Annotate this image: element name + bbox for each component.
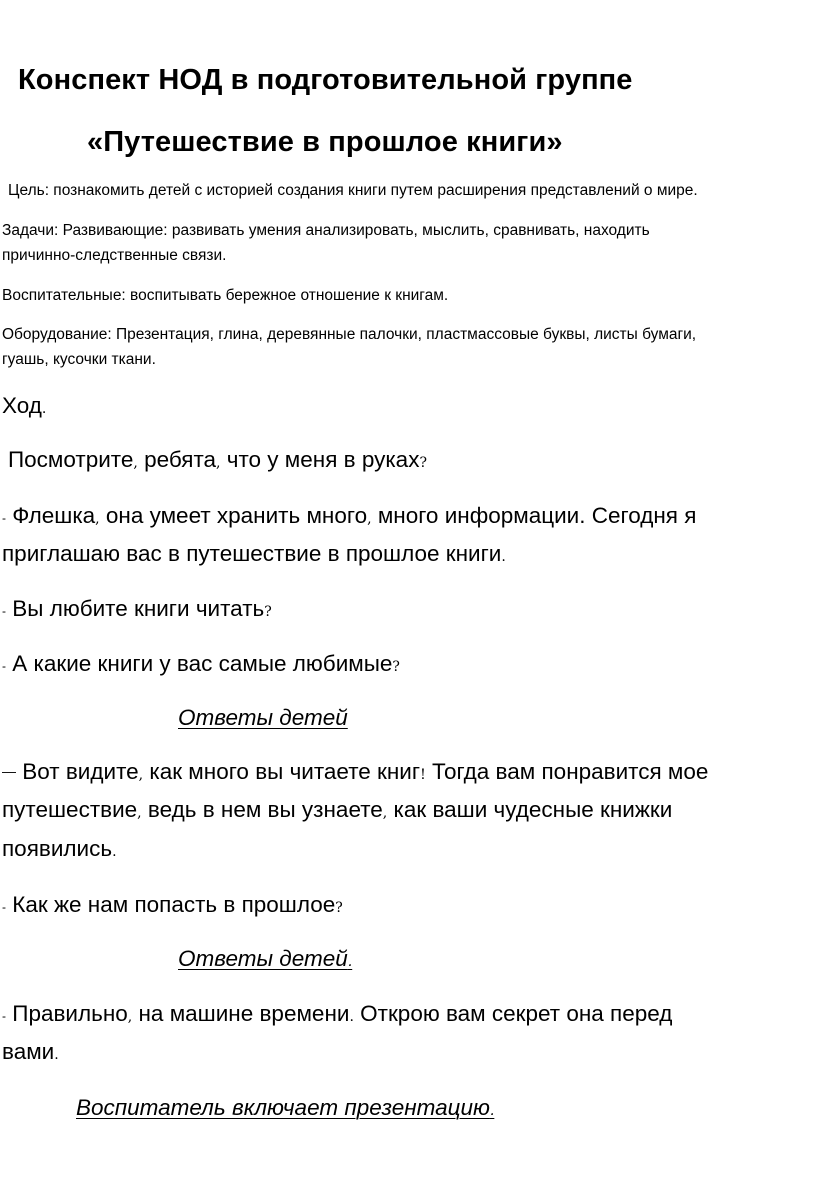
paragraph-see-line1: — Вот видите, как много вы читаете книг! Тогда вам понравится мое: [2, 759, 709, 784]
document-title: Конспект НОД в подготовительной группе: [18, 64, 633, 96]
paragraph-flash-line1: - Флешка, она умеет хранить много, много информации. Сегодня я: [2, 503, 697, 528]
question-get-to-past: - Как же нам попасть в прошлое?: [2, 892, 343, 917]
question-favorite-books: - А какие книги у вас самые любимые?: [2, 651, 400, 676]
goal-text: Цель: познакомить детей с историей создания книги путем расширения представлений о мире.: [8, 182, 698, 199]
paragraph-look: Посмотрите, ребята, что у меня в руках?: [8, 447, 427, 472]
children-answers-note: Ответы детей: [178, 705, 348, 730]
question-like-books: - Вы любите книги читать?: [2, 596, 272, 621]
document-subtitle: «Путешествие в прошлое книги»: [87, 126, 563, 158]
paragraph-time-machine-line2: вами.: [2, 1039, 59, 1064]
paragraph-see-line2: путешествие, ведь в нем вы узнаете, как ваши чудесные книжки: [2, 797, 673, 822]
paragraph-see-line3: появились.: [2, 836, 117, 861]
equipment-text-line2: гуашь, кусочки ткани.: [2, 351, 156, 368]
children-answers-note-2: Ответы детей.: [178, 946, 353, 971]
equipment-text-line1: Оборудование: Презентация, глина, деревянные палочки, пластмассовые буквы, листы бумаги,: [2, 326, 697, 343]
paragraph-flash-line2: приглашаю вас в путешествие в прошлое книги.: [2, 541, 506, 566]
paragraph-time-machine-line1: - Правильно, на машине времени. Открою вам секрет она перед: [2, 1001, 673, 1026]
educational-text: Воспитательные: воспитывать бережное отношение к книгам.: [2, 287, 449, 304]
tasks-text-line1: Задачи: Развивающие: развивать умения анализировать, мыслить, сравнивать, находить: [2, 222, 650, 239]
course-heading: Ход.: [2, 393, 47, 418]
teacher-action-note: Воспитатель включает презентацию.: [76, 1095, 495, 1120]
tasks-text-line2: причинно-следственные связи.: [2, 247, 227, 264]
